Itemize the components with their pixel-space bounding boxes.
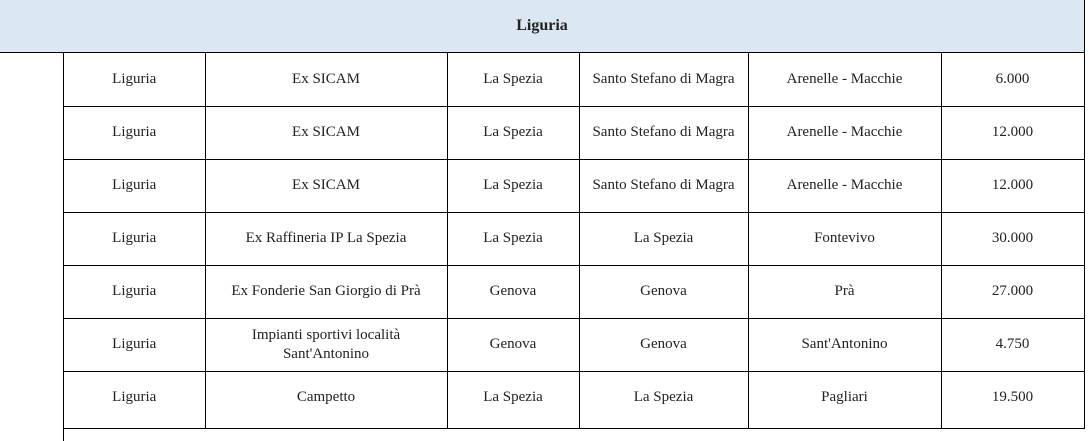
value-cell: 30.000 bbox=[941, 212, 1084, 265]
region-cell: Liguria bbox=[64, 212, 205, 265]
region-cell: Liguria bbox=[64, 159, 205, 212]
region-cell: Liguria bbox=[64, 265, 205, 318]
province-cell: La Spezia bbox=[447, 106, 579, 159]
locality-cell: Arenelle - Macchie bbox=[748, 53, 941, 106]
sites-table bbox=[64, 53, 1085, 429]
site-name-cell: Impianti sportivi località Sant'Antonino bbox=[205, 318, 447, 371]
province-cell: La Spezia bbox=[447, 159, 579, 212]
table-row bbox=[64, 53, 1084, 106]
value-cell: 27.000 bbox=[941, 265, 1084, 318]
municipality-cell: La Spezia bbox=[579, 212, 748, 265]
locality-cell: Sant'Antonino bbox=[748, 318, 941, 371]
table-row bbox=[64, 106, 1084, 159]
region-header bbox=[0, 0, 1085, 53]
municipality-cell: Santo Stefano di Magra bbox=[579, 159, 748, 212]
site-name-cell: Ex Raffineria IP La Spezia bbox=[205, 212, 447, 265]
site-name-cell: Ex SICAM bbox=[205, 53, 447, 106]
value-cell: 12.000 bbox=[941, 106, 1084, 159]
municipality-cell: Santo Stefano di Magra bbox=[579, 106, 748, 159]
table-row bbox=[64, 265, 1084, 318]
locality-cell: Pagliari bbox=[748, 371, 941, 428]
locality-cell: Arenelle - Macchie bbox=[748, 106, 941, 159]
locality-cell: Fontevivo bbox=[748, 212, 941, 265]
left-margin-column bbox=[0, 53, 64, 441]
municipality-cell: La Spezia bbox=[579, 371, 748, 428]
municipality-cell: Genova bbox=[579, 318, 748, 371]
region-cell: Liguria bbox=[64, 318, 205, 371]
province-cell: Genova bbox=[447, 318, 579, 371]
site-name-cell: Ex Fonderie San Giorgio di Prà bbox=[205, 265, 447, 318]
province-cell: La Spezia bbox=[447, 53, 579, 106]
site-name-cell: Ex SICAM bbox=[205, 159, 447, 212]
region-cell: Liguria bbox=[64, 53, 205, 106]
value-cell: 4.750 bbox=[941, 318, 1084, 371]
region-cell: Liguria bbox=[64, 371, 205, 428]
province-cell: La Spezia bbox=[447, 371, 579, 428]
table-row bbox=[64, 159, 1084, 212]
municipality-cell: Genova bbox=[579, 265, 748, 318]
table-row bbox=[64, 371, 1084, 428]
site-name-cell: Ex SICAM bbox=[205, 106, 447, 159]
value-cell: 12.000 bbox=[941, 159, 1084, 212]
municipality-cell: Santo Stefano di Magra bbox=[579, 53, 748, 106]
region-title: Liguria bbox=[516, 17, 568, 34]
site-name-cell: Campetto bbox=[205, 371, 447, 428]
locality-cell: Prà bbox=[748, 265, 941, 318]
value-cell: 6.000 bbox=[941, 53, 1084, 106]
table-row bbox=[64, 212, 1084, 265]
table-row bbox=[64, 318, 1084, 371]
province-cell: La Spezia bbox=[447, 212, 579, 265]
locality-cell: Arenelle - Macchie bbox=[748, 159, 941, 212]
province-cell: Genova bbox=[447, 265, 579, 318]
region-cell: Liguria bbox=[64, 106, 205, 159]
value-cell: 19.500 bbox=[941, 371, 1084, 428]
